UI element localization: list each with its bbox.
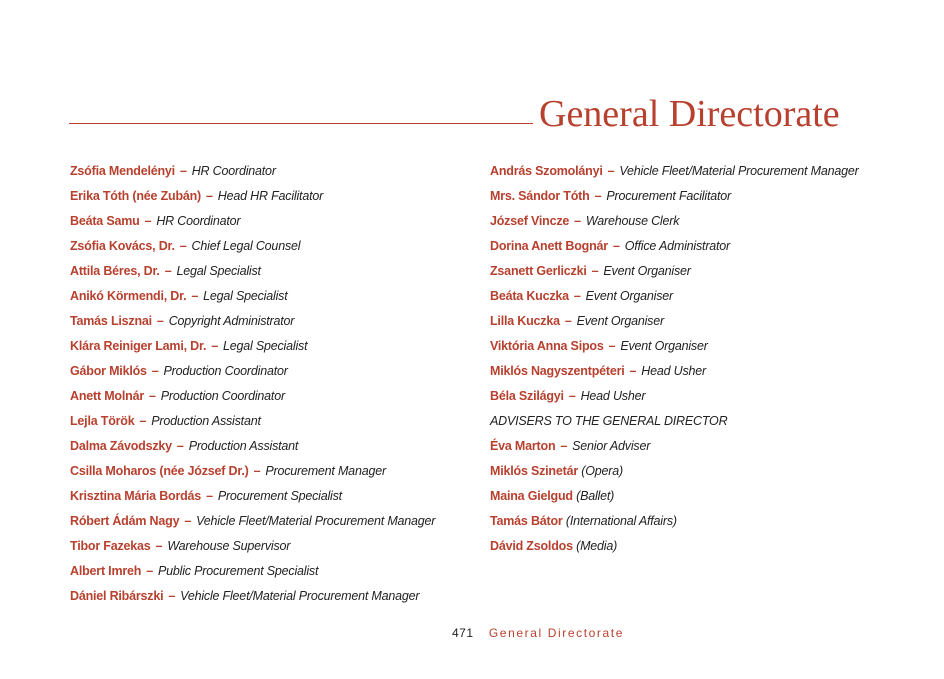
separator-dash: – (144, 214, 152, 228)
page-title: General Directorate (539, 93, 840, 135)
staff-role: Event Organiser (620, 339, 708, 353)
staff-name: József Vincze (490, 214, 570, 228)
staff-entry (490, 309, 859, 334)
staff-role: HR Coordinator (156, 214, 241, 228)
staff-entry (70, 509, 435, 534)
staff-role: Procurement Facilitator (606, 189, 731, 203)
staff-entry (70, 334, 435, 359)
advisers-heading (490, 409, 859, 434)
staff-name: Dorina Anett Bognár (490, 239, 608, 253)
header-rule (69, 123, 533, 124)
adviser-name: Maina Gielgud (490, 489, 573, 503)
separator-dash: – (146, 564, 153, 578)
staff-entry (490, 284, 859, 309)
separator-dash: – (253, 464, 261, 478)
page-footer (452, 626, 624, 640)
staff-role: Event Organiser (585, 289, 673, 303)
separator-dash: – (629, 364, 637, 378)
staff-entry (490, 359, 859, 384)
staff-entry (490, 384, 859, 409)
section-heading: ADVISERS TO THE GENERAL DIRECTOR (490, 414, 728, 428)
staff-entry (490, 259, 859, 284)
adviser-area: (Media) (576, 539, 618, 553)
staff-role: Copyright Administrator (168, 314, 295, 328)
staff-name: András Szomolányi (490, 164, 603, 178)
staff-name: Mrs. Sándor Tóth (490, 189, 590, 203)
staff-role: Legal Specialist (176, 264, 261, 278)
staff-role: Event Organiser (603, 264, 691, 278)
staff-entry (70, 284, 435, 309)
staff-role: Senior Adviser (572, 439, 651, 453)
staff-role: Head HR Facilitator (217, 189, 324, 203)
staff-role: Legal Specialist (203, 289, 288, 303)
staff-name: Attila Béres, Dr. (70, 264, 160, 278)
staff-role: Production Coordinator (160, 389, 285, 403)
separator-dash: – (568, 389, 576, 403)
separator-dash: – (564, 314, 572, 328)
separator-dash: – (156, 314, 164, 328)
page-number: 471 (452, 626, 474, 640)
staff-role: Event Organiser (576, 314, 664, 328)
adviser-entry (490, 484, 859, 509)
separator-dash: – (139, 414, 147, 428)
staff-entry (70, 159, 435, 184)
staff-role: Warehouse Supervisor (167, 539, 291, 553)
staff-name: Róbert Ádám Nagy (70, 514, 180, 528)
separator-dash: – (176, 439, 184, 453)
staff-name: Gábor Miklós (70, 364, 147, 378)
staff-name: Albert Imreh (70, 564, 142, 578)
separator-dash: – (164, 264, 172, 278)
staff-entry (70, 409, 435, 434)
staff-entry (70, 434, 435, 459)
staff-role: Vehicle Fleet/Material Procurement Manager (196, 514, 436, 528)
separator-dash: – (179, 239, 187, 253)
staff-entry (70, 584, 435, 609)
staff-name: Zsófia Mendelényi (70, 164, 175, 178)
staff-name: Beáta Samu (70, 214, 140, 228)
staff-entry (490, 334, 859, 359)
adviser-area: (Ballet) (576, 489, 615, 503)
staff-role: Head Usher (641, 364, 706, 378)
staff-role: HR Coordinator (191, 164, 276, 178)
staff-name: Lejla Török (70, 414, 135, 428)
staff-entry (70, 384, 435, 409)
separator-dash: – (206, 189, 213, 203)
staff-name: Viktória Anna Sipos (490, 339, 604, 353)
staff-list-left (70, 159, 435, 609)
staff-role: Procurement Manager (265, 464, 386, 478)
staff-entry (70, 309, 435, 334)
staff-entry (70, 359, 435, 384)
separator-dash: – (607, 164, 615, 178)
staff-list-right (490, 159, 859, 559)
staff-entry (70, 184, 435, 209)
staff-name: Dániel Ribárszki (70, 589, 164, 603)
separator-dash: – (191, 289, 199, 303)
adviser-area: (International Affairs) (565, 514, 677, 528)
staff-entry (490, 209, 859, 234)
separator-dash: – (168, 589, 176, 603)
staff-entry (70, 209, 435, 234)
staff-entry (490, 184, 859, 209)
separator-dash: – (206, 489, 213, 503)
staff-role: Production Assistant (188, 439, 299, 453)
adviser-area: (Opera) (581, 464, 623, 478)
staff-name: Tibor Fazekas (70, 539, 151, 553)
staff-role: Warehouse Clerk (585, 214, 680, 228)
staff-entry (70, 534, 435, 559)
separator-dash: – (155, 539, 163, 553)
staff-entry (490, 234, 859, 259)
staff-role: Public Procurement Specialist (158, 564, 319, 578)
staff-name: Krisztina Mária Bordás (70, 489, 202, 503)
staff-name: Miklós Nagyszentpéteri (490, 364, 625, 378)
adviser-entry (490, 509, 859, 534)
separator-dash: – (573, 289, 581, 303)
staff-entry (70, 559, 435, 584)
staff-name: Éva Marton (490, 439, 556, 453)
adviser-name: Miklós Szinetár (490, 464, 578, 478)
staff-name: Klára Reiniger Lami, Dr. (70, 339, 207, 353)
staff-role: Production Assistant (151, 414, 261, 428)
staff-entry (490, 159, 859, 184)
separator-dash: – (184, 514, 192, 528)
staff-name: Beáta Kuczka (490, 289, 569, 303)
separator-dash: – (591, 264, 599, 278)
staff-role: Production Coordinator (163, 364, 288, 378)
staff-name: Zsófia Kovács, Dr. (70, 239, 175, 253)
separator-dash: – (211, 339, 218, 353)
staff-name: Lilla Kuczka (490, 314, 560, 328)
staff-name: Anett Molnár (70, 389, 144, 403)
separator-dash: – (612, 239, 620, 253)
staff-role: Vehicle Fleet/Material Procurement Manager (619, 164, 859, 178)
staff-role: Vehicle Fleet/Material Procurement Manager (180, 589, 420, 603)
separator-dash: – (179, 164, 187, 178)
footer-section-label: General Directorate (488, 626, 624, 640)
staff-role: Procurement Specialist (217, 489, 342, 503)
staff-role: Office Administrator (624, 239, 731, 253)
staff-entry (70, 259, 435, 284)
adviser-name: Dávid Zsoldos (490, 539, 573, 553)
staff-entry (70, 459, 435, 484)
adviser-name: Tamás Bátor (490, 514, 563, 528)
staff-entry (70, 484, 435, 509)
staff-role: Head Usher (580, 389, 646, 403)
adviser-entry (490, 534, 859, 559)
staff-name: Anikó Körmendi, Dr. (70, 289, 187, 303)
separator-dash: – (151, 364, 159, 378)
staff-name: Zsanett Gerliczki (490, 264, 587, 278)
staff-name: Tamás Lisznai (70, 314, 152, 328)
staff-name: Dalma Závodszky (70, 439, 172, 453)
staff-name: Csilla Moharos (née József Dr.) (70, 464, 249, 478)
staff-role: Chief Legal Counsel (191, 239, 301, 253)
staff-entry (490, 434, 859, 459)
staff-name: Béla Szilágyi (490, 389, 564, 403)
separator-dash: – (574, 214, 581, 228)
staff-role: Legal Specialist (223, 339, 308, 353)
separator-dash: – (608, 339, 616, 353)
separator-dash: – (149, 389, 156, 403)
staff-name: Erika Tóth (née Zubán) (70, 189, 202, 203)
separator-dash: – (594, 189, 602, 203)
separator-dash: – (560, 439, 568, 453)
staff-entry (70, 234, 435, 259)
adviser-entry (490, 459, 859, 484)
